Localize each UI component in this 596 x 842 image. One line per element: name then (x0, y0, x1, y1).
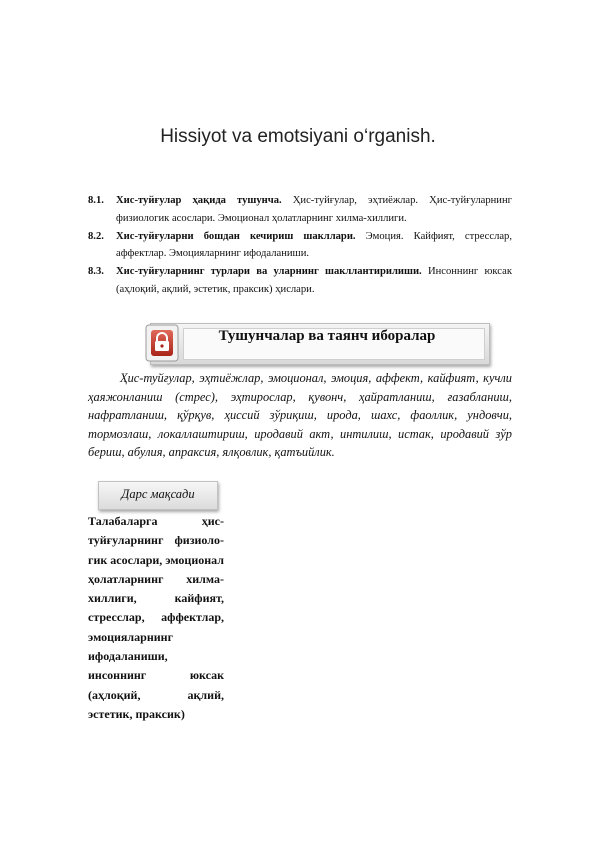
lesson-goal-tab (98, 481, 218, 510)
outline-number: 8.1. (88, 195, 104, 206)
page-title: Hissiyot va emotsiyani o‘rganish. (160, 126, 436, 147)
outline-text (116, 192, 512, 228)
banner-label: Тушунчалар ва таянч иборалар (218, 328, 436, 344)
outline-body: Эмоция. Кайфият, стресслар, аффектлар. Эмоцияларнинг ифодаланиши. (116, 230, 512, 260)
outline-text (116, 263, 512, 299)
outline-number: 8.2. (88, 230, 104, 242)
outline-heading: Хис-туйғуларни бошдан кечириш шакллари. (116, 230, 356, 242)
lock-icon (142, 320, 182, 366)
outline-item (88, 192, 512, 228)
outline-number: 8.3. (88, 266, 104, 278)
outline-heading: Хис-туйғулар ҳақида тушунча. (116, 195, 282, 206)
outline-item (88, 228, 512, 264)
outline-item (88, 263, 512, 299)
topic-outline (88, 192, 512, 299)
outline-heading: Хис-туйғуларнинг турлари ва уларнинг шакллантирилиши. (116, 266, 422, 278)
concepts-banner (142, 320, 492, 366)
outline-body: Инсоннинг юксак (аҳлоқий, ақлий, эстетик, праксик) ҳислари. (116, 266, 512, 295)
lesson-goal-text: Талабаларга ҳис-туйғуларнинг физиоло-гик асослари, эмоционал ҳолатларнинг хилма-хиллиги, кайфият, стресслар, аффектлар, эмоцияларнинг ифодаланиши, инсоннинг юксак (аҳлоқий, ақлий, эстетик, праксик) (88, 514, 224, 721)
concepts-paragraph: Ҳис-туйғулар, эҳтиёжлар, эмоционал, эмоция, аффект, кайфият, кучли ҳаяжонланиш (стрес), эҳтирослар, қувонч, ҳайратланиш, ғазабланиш, нафратланиш, қўрқув, ҳиссий зўриқиш, ирода, шахс, фаоллик, ундовчи, тормозлаш, локаллаштириш, иродавий акт, интилиш, истак, иродавий зўр бериш, абулия, апраксия, ялқовлик, қатъийлик. (88, 371, 512, 460)
outline-text (116, 228, 512, 264)
lesson-goal-label: Дарс мақсади (121, 487, 195, 501)
outline-body: Ҳис-туйғулар, эҳтиёжлар. Ҳис-туйғуларнинг физиологик асослари. Эмоционал ҳолатларнинг хилма-хиллиги. (116, 195, 512, 224)
